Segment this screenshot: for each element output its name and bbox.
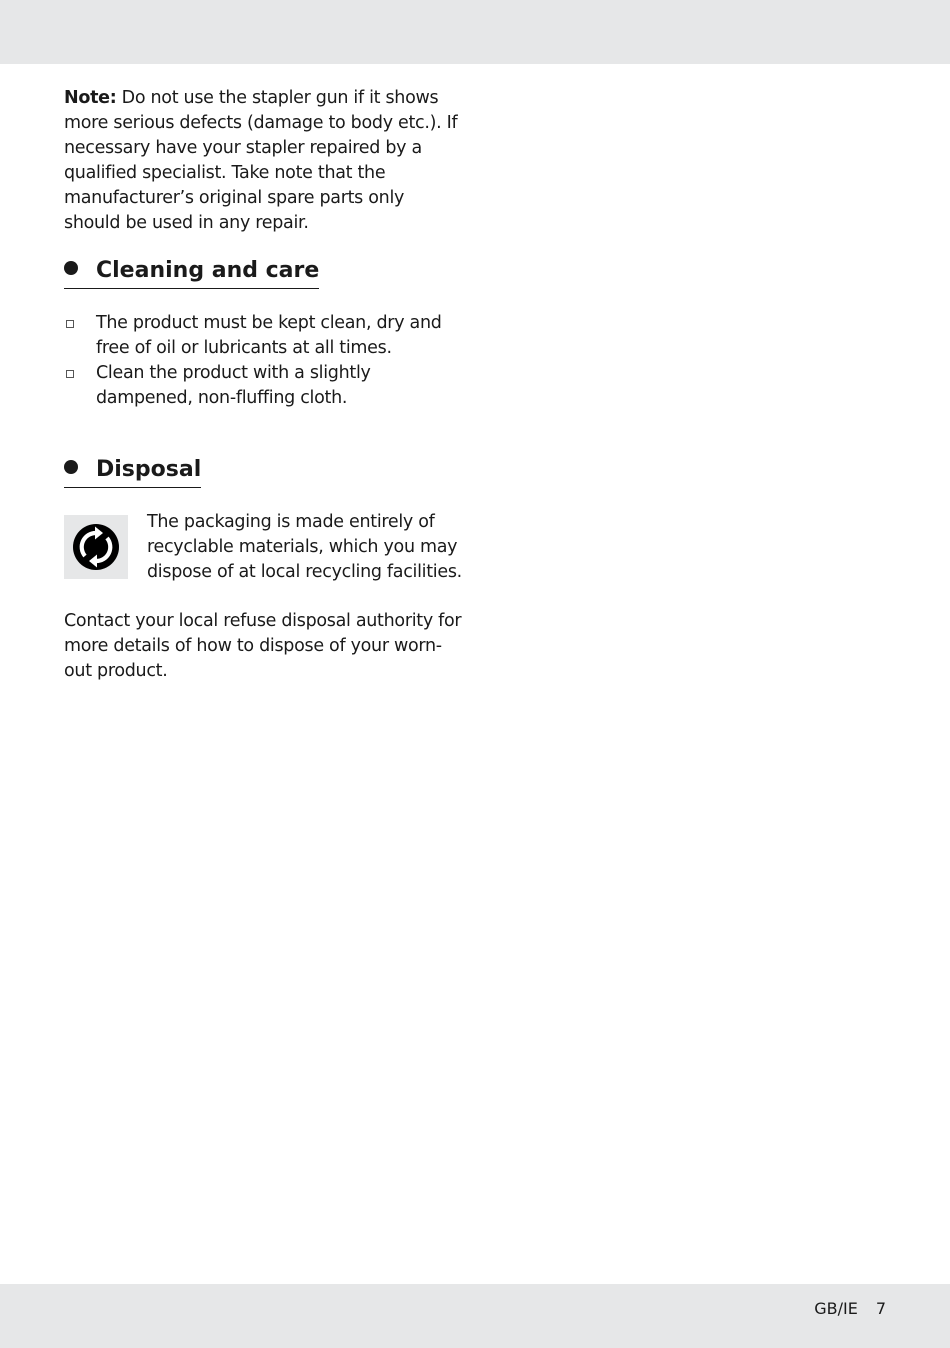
footer-band bbox=[0, 1284, 950, 1348]
list-item-text: Clean the product with a slightly dampened, non-fluffing cloth. bbox=[96, 363, 371, 408]
disposal-heading-text: Disposal bbox=[96, 457, 202, 482]
note-text: Do not use the stapler gun if it shows more serious defects (damage to body etc.). If necessary have your stapler repaired by a qualified specialist. Take note that the manufacturer’s original spare parts only should be used in any repair. bbox=[64, 88, 458, 233]
note-paragraph bbox=[64, 86, 464, 236]
footer-region: GB/IE bbox=[814, 1299, 858, 1318]
cleaning-list bbox=[64, 311, 464, 411]
list-item bbox=[64, 361, 464, 411]
bullet-dot-icon bbox=[64, 460, 78, 474]
packaging-text: The packaging is made entirely of recyclable materials, which you may dispose of at local recycling facilities. bbox=[147, 512, 462, 582]
section-heading-disposal bbox=[64, 455, 201, 488]
list-item-text: The product must be kept clean, dry and free of oil or lubricants at all times. bbox=[96, 313, 442, 358]
green-dot-recycling-icon bbox=[64, 515, 128, 579]
page-number: 7 bbox=[875, 1299, 886, 1318]
contact-paragraph: Contact your local refuse disposal authority for more details of how to dispose of your worn-out product. bbox=[64, 611, 462, 681]
checkbox-bullet-icon bbox=[66, 370, 74, 378]
footer bbox=[814, 1298, 886, 1320]
list-item bbox=[64, 311, 464, 361]
bullet-dot-icon bbox=[64, 261, 78, 275]
recycling-symbol-svg bbox=[64, 515, 128, 579]
checkbox-bullet-icon bbox=[66, 320, 74, 328]
note-label: Note: bbox=[64, 88, 117, 108]
cleaning-heading-text: Cleaning and care bbox=[96, 258, 320, 283]
header-band bbox=[0, 0, 950, 64]
section-heading-cleaning bbox=[64, 256, 319, 289]
